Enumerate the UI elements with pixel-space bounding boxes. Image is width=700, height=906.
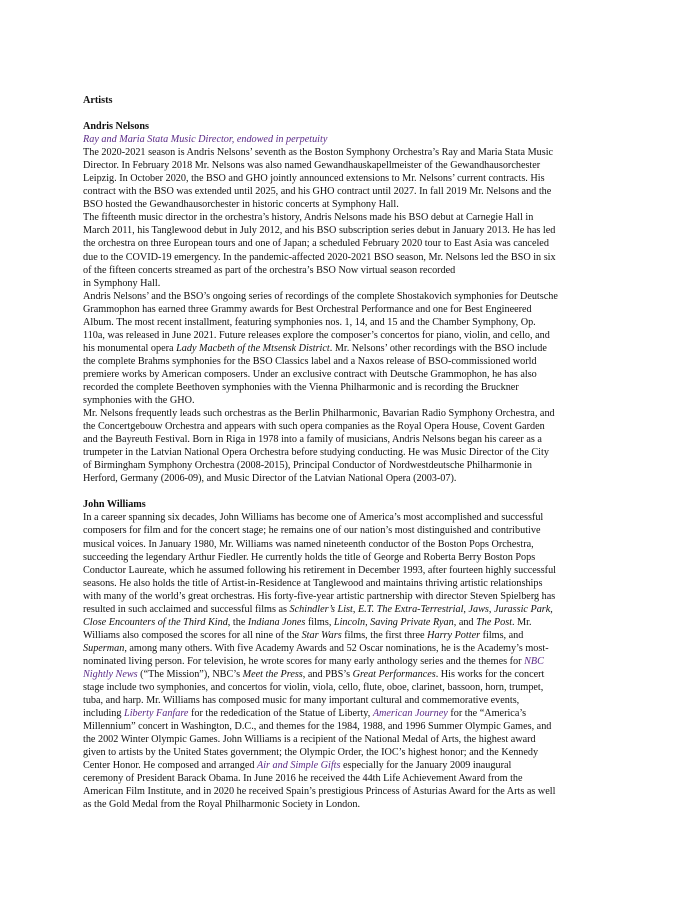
text-line: Director. In February 2018 Mr. Nelsons was also named Gewandhauskapellmeister of the Gewandhausorchester bbox=[83, 160, 541, 172]
text-line: 110a, was released in June 2021. Future releases explore the composer’s concertos for piano, violin, and cello, and bbox=[83, 329, 550, 341]
text-run: , bbox=[550, 603, 553, 615]
work-title: Air and Simple Gifts bbox=[256, 760, 341, 772]
text-run: , and PBS’s bbox=[302, 668, 353, 680]
text-line: trumpeter in the Latvian National Opera Orchestra before studying conducting. He was Music Director of the City bbox=[83, 447, 549, 459]
text-line: as the Gold Medal from the Royal Philharmonic Society in London. bbox=[83, 799, 360, 811]
text-run: Williams also composed the scores for all nine of the bbox=[83, 629, 302, 641]
text-line bbox=[83, 629, 623, 642]
text-run: . Mr. Nelsons’ other recordings with the BSO include bbox=[329, 342, 547, 354]
text-line: in Symphony Hall. bbox=[83, 277, 161, 289]
text-line: the orchestra on three European tours and one of Japan; a scheduled February 2020 tour to East Asia was canceled bbox=[83, 238, 549, 250]
text-line: musical voices. In January 1980, Mr. Williams was named nineteenth conductor of the Boston Pops Orchestra, bbox=[83, 538, 534, 550]
text-line: BSO hosted the Gewandhausorchester in historic concerts at Symphony Hall. bbox=[83, 199, 399, 211]
text-line: In a career spanning six decades, John Williams has become one of America’s most accomplished and successful bbox=[83, 512, 544, 524]
film-title: Star Wars bbox=[301, 629, 342, 641]
text-line: Conductor Laureate, which he assumed following his retirement in December 1993, after fourteen highly successful bbox=[83, 564, 557, 576]
text-line: American Film Institute, and in 2020 he received Spain’s prestigious Princess of Asturias Award for the Arts as well bbox=[83, 786, 556, 798]
text-line: of Birmingham Symphony Orchestra (2008-2015), Principal Conductor of Nordwestdeutsche Philharmonie in bbox=[83, 460, 533, 472]
nelsons-title: Ray and Maria Stata Music Director, endowed in perpetuity bbox=[83, 134, 328, 146]
text-run: . His works for the concert bbox=[435, 668, 545, 680]
text-line: the Concertgebouw Orchestra and appears with such opera companies as the Royal Opera House, Covent Garden bbox=[83, 421, 545, 433]
work-title: American Journey bbox=[372, 708, 448, 720]
text-line: Andris Nelsons’ and the BSO’s ongoing series of recordings of the complete Shostakovich symphonies for Deutsche bbox=[83, 290, 558, 302]
text-run: nominated living person. For television, he wrote scores for many early anthology series and the themes for bbox=[83, 655, 525, 667]
text-run: , bbox=[463, 603, 469, 615]
text-run: . Mr. bbox=[512, 616, 532, 628]
text-run: films, bbox=[305, 616, 334, 628]
text-run: for the rededication of the Statue of Liberty, bbox=[188, 708, 373, 720]
text-line: The 2020-2021 season is Andris Nelsons’ seventh as the Boston Symphony Orchestra’s Ray and Maria Stata Music bbox=[83, 147, 554, 159]
text-line: succeeding the legendary Arthur Fiedler. He currently holds the title of George and Roberta Berry Boston Pops bbox=[83, 551, 536, 563]
film-title: Superman bbox=[83, 642, 125, 654]
text-line bbox=[83, 642, 623, 655]
tv-title: NBC bbox=[524, 655, 544, 667]
text-run: especially for the January 2009 inaugural bbox=[340, 760, 512, 772]
film-title: Jurassic Park bbox=[493, 603, 551, 615]
text-line: of the fifteen concerts streamed as part of the orchestra’s BSO Now virtual season recorded bbox=[83, 264, 456, 276]
tv-title: Meet the Press bbox=[242, 668, 303, 680]
text-line bbox=[83, 707, 623, 720]
text-line: contract with the BSO was extended until 2025, and his GHO contract until 2027. In fall 2019 Mr. Nelsons and the bbox=[83, 186, 552, 198]
tv-title: Great Performances bbox=[352, 668, 436, 680]
film-title: E.T. The Extra-Terrestrial bbox=[357, 603, 464, 615]
text-line: Grammophon has earned three Grammy awards for Best Orchestral Performance and one for Best Engineered bbox=[83, 303, 532, 315]
text-line: symphonies with the GHO. bbox=[83, 395, 195, 407]
tv-title: Nightly News bbox=[83, 668, 138, 680]
text-run: , bbox=[365, 616, 371, 628]
document-page bbox=[83, 94, 623, 811]
text-run: , bbox=[488, 603, 494, 615]
text-line bbox=[83, 668, 623, 681]
text-line: the complete Brahms symphonies for the BSO Classics label and a Naxos release of BSO-commissioned world bbox=[83, 355, 537, 367]
text-line: ceremony of President Barack Obama. In June 2016 he received the 44th Life Achievement Award from the bbox=[83, 773, 523, 785]
text-run: resulted in such acclaimed and successful films as bbox=[83, 603, 290, 615]
text-run: , and bbox=[453, 616, 477, 628]
text-line: premiere works by American composers. Under an exclusive contract with Deutsche Grammophon, he has also bbox=[83, 368, 537, 380]
nelsons-paragraph-2 bbox=[83, 211, 623, 289]
text-line: Herford, Germany (2006-09), and Music Director of the Latvian National Opera (2003-07). bbox=[83, 473, 457, 485]
film-title: Close Encounters of the Third Kind bbox=[83, 616, 228, 628]
text-line: with many of the world’s great orchestras. His forty-five-year artistic partnership with director Steven Spielberg has bbox=[83, 590, 556, 602]
film-title: Lincoln bbox=[333, 616, 366, 628]
text-line: Leipzig. In October 2020, the BSO and GHO jointly announced extensions to Mr. Nelsons’ current contracts. His bbox=[83, 173, 545, 185]
film-title: Indiana Jones bbox=[247, 616, 306, 628]
film-title: Harry Potter bbox=[427, 629, 481, 641]
williams-paragraph bbox=[83, 511, 623, 811]
opera-title: Lady Macbeth of the Mtsensk District bbox=[176, 342, 330, 354]
text-line: given to artists by the United States government; the Olympic Order, the IOC’s highest honor; and the Kennedy bbox=[83, 747, 539, 759]
williams-bio bbox=[83, 498, 623, 811]
nelsons-bio bbox=[83, 120, 623, 485]
text-line: and the Bayreuth Festival. Born in Riga in 1978 into a family of musicians, Andris Nelsons began his career as a bbox=[83, 434, 542, 446]
text-line: due to the COVID-19 emergency. In the pandemic-affected 2020-2021 BSO season, Mr. Nelsons led the BSO in six bbox=[83, 251, 556, 263]
text-line: Album. The most recent installment, featuring symphonies nos. 1, 14, and 15 and the Chamber Symphony, Op. bbox=[83, 316, 536, 328]
text-line: The fifteenth music director in the orchestra’s history, Andris Nelsons made his BSO debut at Carnegie Hall in bbox=[83, 212, 534, 224]
film-title: Saving Private Ryan bbox=[370, 616, 454, 628]
text-line: stage include two symphonies, and concertos for violin, viola, cello, flute, oboe, clarinet, bassoon, horn, trumpet, bbox=[83, 682, 544, 694]
text-run: including bbox=[83, 708, 125, 720]
text-run: Center Honor. He composed and arranged bbox=[83, 760, 257, 772]
text-line: March 2011, his Tanglewood debut in July 2012, and his BSO subscription series debut in January 2013. He has led bbox=[83, 225, 556, 237]
text-line bbox=[83, 759, 623, 772]
text-run: his monumental opera bbox=[83, 342, 177, 354]
text-run: for the “America’s bbox=[447, 708, 527, 720]
text-run: (“The Mission”), NBC’s bbox=[137, 668, 243, 680]
text-line bbox=[83, 603, 623, 616]
section-title: Artists bbox=[83, 95, 113, 106]
text-line: seasons. He also holds the title of Artist-in-Residence at Tanglewood and maintains thriving artistic relationships bbox=[83, 577, 543, 589]
text-line: Mr. Nelsons frequently leads such orchestras as the Berlin Philharmonic, Bavarian Radio Symphony Orchestra, and bbox=[83, 408, 555, 420]
film-title: The Post bbox=[476, 616, 513, 628]
film-title: Schindler’s List bbox=[289, 603, 353, 615]
text-run: , bbox=[352, 603, 358, 615]
text-run: , the bbox=[227, 616, 248, 628]
film-title: Jaws bbox=[468, 603, 489, 615]
nelsons-paragraph-3 bbox=[83, 290, 623, 407]
text-run: films, and bbox=[480, 629, 524, 641]
text-run: , among many others. With five Academy Awards and 52 Oscar nominations, he is the Academy’s most- bbox=[124, 642, 549, 654]
text-line: recorded the complete Beethoven symphonies with the Vienna Philharmonic and is recording the Bruckner bbox=[83, 381, 519, 393]
nelsons-paragraph-1 bbox=[83, 146, 623, 211]
text-line: tuba, and harp. Mr. Williams has composed music for many important cultural and commemorative events, bbox=[83, 695, 520, 707]
text-line: Millennium” concert in Washington, D.C., and themes for the 1984, 1988, and 1996 Summer Olympic Games, and bbox=[83, 721, 552, 733]
williams-name: John Williams bbox=[83, 499, 146, 511]
work-title: Liberty Fanfare bbox=[124, 708, 189, 720]
text-line: composers for film and for the concert stage; he remains one of our nation’s most distinguished and contributive bbox=[83, 525, 541, 537]
text-line bbox=[83, 342, 623, 355]
text-line: the 2002 Winter Olympic Games. John Williams is a recipient of the National Medal of Arts, the highest award bbox=[83, 734, 536, 746]
nelsons-paragraph-4 bbox=[83, 407, 623, 485]
text-run: films, the first three bbox=[341, 629, 428, 641]
nelsons-name: Andris Nelsons bbox=[83, 121, 149, 133]
text-line bbox=[83, 655, 623, 668]
text-line bbox=[83, 616, 623, 629]
